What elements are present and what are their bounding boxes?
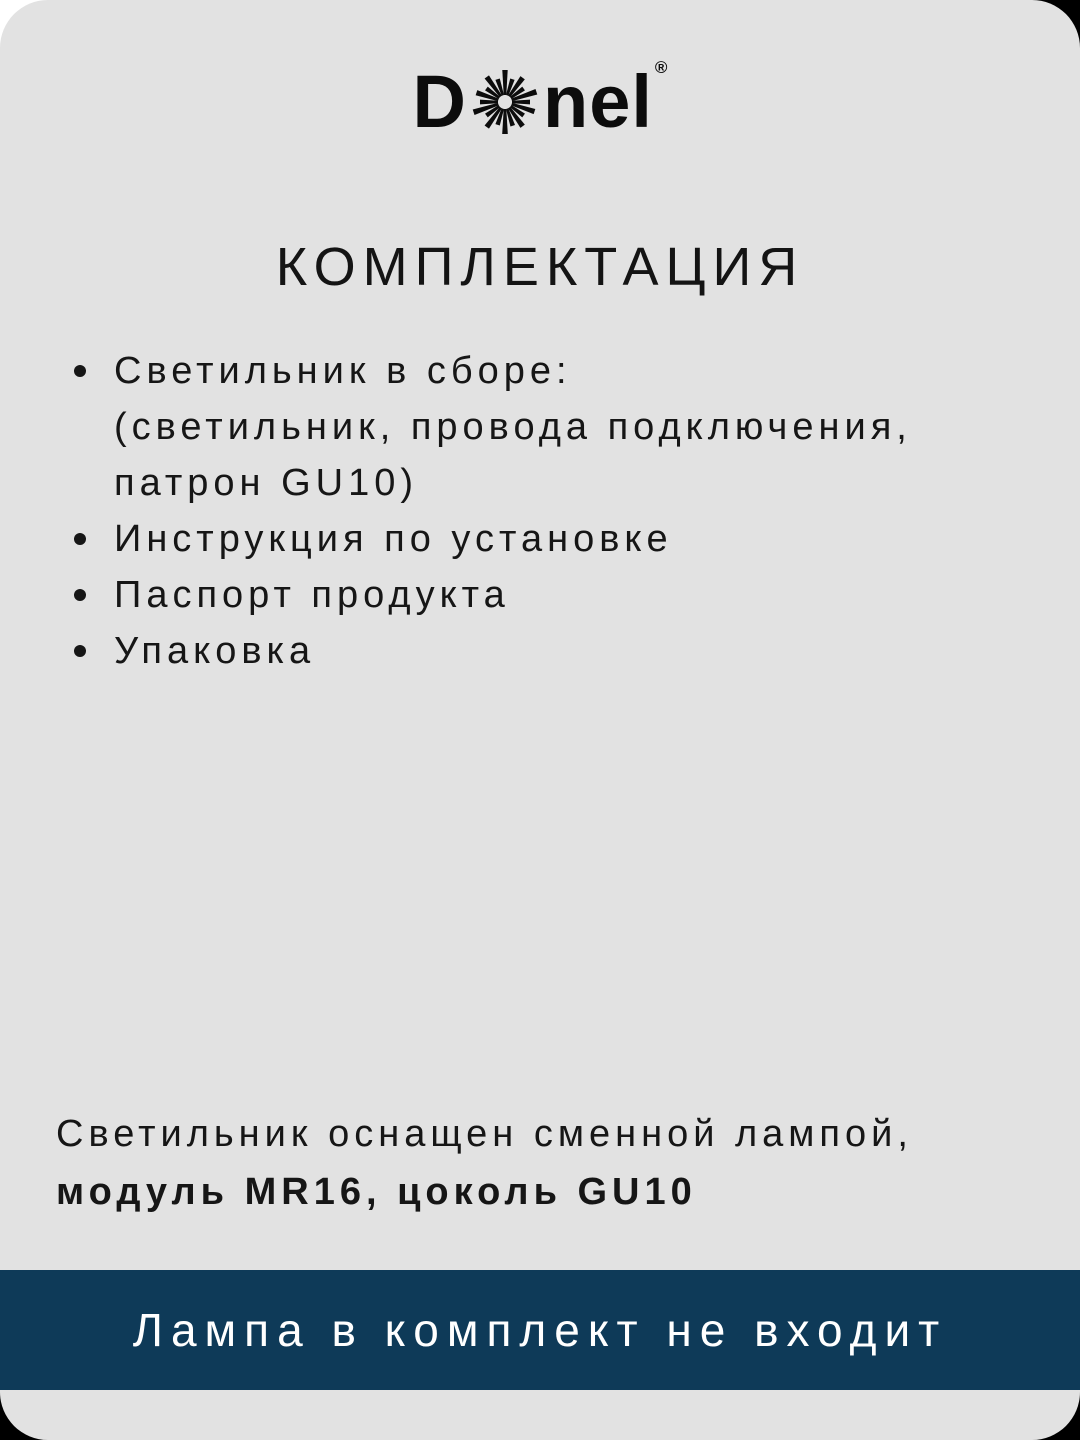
registered-trademark-icon: ® <box>654 58 668 77</box>
list-item-text <box>114 343 912 511</box>
list-item-text <box>114 511 673 567</box>
bullet-icon <box>74 645 86 657</box>
list-item <box>74 343 1040 511</box>
bullet-icon <box>74 589 86 601</box>
page-title: КОМПЛЕКТАЦИЯ <box>275 237 805 297</box>
list-item <box>74 567 1040 623</box>
list-item-line: Упаковка <box>114 630 316 672</box>
list-item-line: Паспорт продукта <box>114 574 510 616</box>
list-item <box>74 623 1040 679</box>
list-item-line: Светильник в сборе: <box>114 350 572 392</box>
package-list <box>74 343 1040 679</box>
starburst-icon <box>470 67 540 137</box>
list-item <box>74 511 1040 567</box>
bullet-icon <box>74 533 86 545</box>
brand-logo <box>0 56 1080 148</box>
list-item-line: (светильник, провода подключения, <box>114 406 912 448</box>
bullet-icon <box>74 365 86 377</box>
logo-letter-d: D <box>412 60 467 143</box>
list-item-line: Инструкция по установке <box>114 518 673 560</box>
list-item-text <box>114 567 510 623</box>
lamp-note <box>56 1105 913 1221</box>
list-item-line: патрон GU10) <box>114 462 419 504</box>
bottom-banner <box>0 1270 1080 1390</box>
logo-letters-nel: nel <box>543 60 653 143</box>
banner-text: Лампа в комплект не входит <box>132 1304 948 1356</box>
lamp-note-line2: модуль MR16, цоколь GU10 <box>56 1171 697 1213</box>
lamp-note-line1: Светильник оснащен сменной лампой, <box>56 1113 913 1155</box>
list-item-text <box>114 623 315 679</box>
